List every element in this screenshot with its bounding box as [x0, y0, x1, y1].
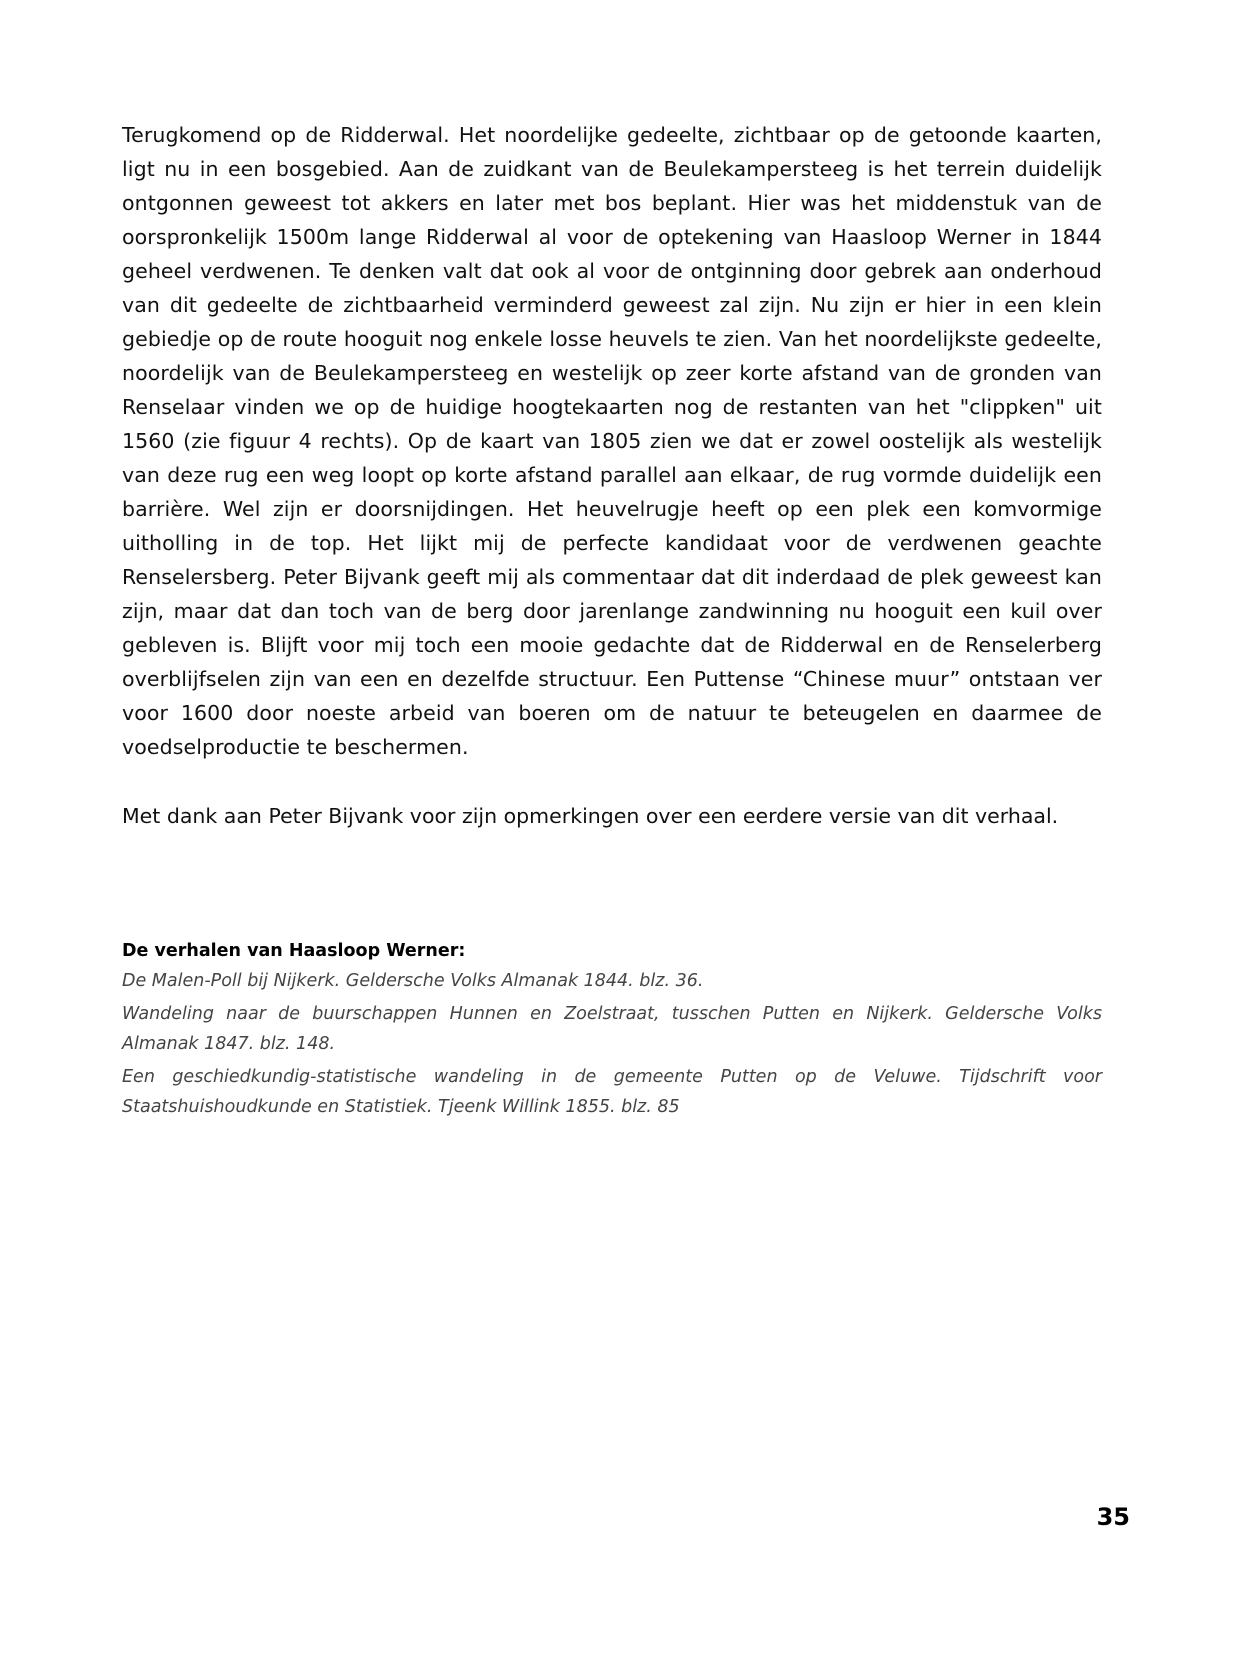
reference-item: Wandeling naar de buurschappen Hunnen en Zoelstraat, tusschen Putten en Nijkerk. Geldersche Volks Almanak 1847. blz. 148.	[122, 1004, 1102, 1054]
reference-item: De Malen-Poll bij Nijkerk. Geldersche Volks Almanak 1844. blz. 36.	[122, 971, 704, 991]
page-number: 35	[1096, 1503, 1130, 1531]
references-section	[122, 936, 1102, 1125]
main-paragraph: Terugkomend op de Ridderwal. Het noordelijke gedeelte, zichtbaar op de getoonde kaarten, ligt nu in een bosgebied. Aan de zuidkant van de Beulekampersteeg is het terrein duidelijk ontgonnen geweest tot akkers en later met bos beplant. Hier was het middenstuk van de oorspronkelijk 1500m lange Ridderwal al voor de optekening van Haasloop Werner in 1844 geheel verdwenen. Te denken valt dat ook al voor de ontginning door gebrek aan onderhoud van dit gedeelte de zichtbaarheid verminderd geweest zal zijn. Nu zijn er hier in een klein gebiedje op de route hooguit nog enkele losse heuvels te zien. Van het noordelijkste gedeelte, noordelijk van de Beulekampersteeg en westelijk op zeer korte afstand van de gronden van Renselaar vinden we op de huidige hoogtekaarten nog de restanten van het "clippken" uit 1560 (zie figuur 4 rechts). Op de kaart van 1805 zien we dat er zowel oostelijk als westelijk van deze rug een weg loopt op korte afstand parallel aan elkaar, de rug vormde duidelijk een barrière. Wel zijn er doorsnijdingen. Het heuvelrugje heeft op een plek een komvormige uitholling in de top. Het lijkt mij de perfecte kandidaat voor de verdwenen geachte Renselersberg. Peter Bijvank geeft mij als commentaar dat dit inderdaad de plek geweest kan zijn, maar dat dan toch van de berg door jarenlange zandwinning nu hooguit een kuil over gebleven is. Blijft voor mij toch een mooie gedachte dat de Ridderwal en de Renselerberg overblijfselen zijn van een en dezelfde structuur. Een Puttense “Chinese muur” ontstaan ver voor 1600 door noeste arbeid van boeren om de natuur te beteugelen en daarmee de voedselproductie te beschermen.	[122, 123, 1102, 759]
acknowledgement-text: Met dank aan Peter Bijvank voor zijn opmerkingen over een eerdere versie van dit verhaal.	[122, 804, 1059, 828]
references-heading: De verhalen van Haasloop Werner:	[122, 941, 466, 961]
body-text	[122, 118, 1102, 764]
acknowledgement	[122, 799, 1102, 833]
reference-item: Een geschiedkundig-statistische wandeling in de gemeente Putten op de Veluwe. Tijdschrift voor Staatshuishoudkunde en Statistiek. Tjeenk Willink 1855. blz. 85	[122, 1067, 1102, 1117]
